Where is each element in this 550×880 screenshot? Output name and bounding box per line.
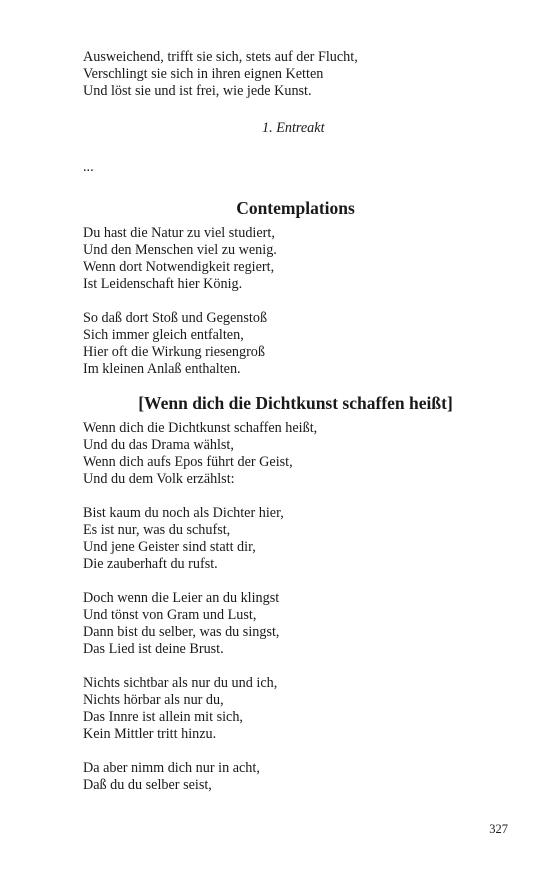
poem-title: Contemplations — [236, 198, 355, 218]
verse-line: Die zauberhaft du rufst. — [83, 556, 218, 572]
verse-line: Sich immer gleich entfalten, — [83, 327, 244, 343]
verse-line: So daß dort Stoß und Gegenstoß — [83, 310, 268, 326]
verse-line: Bist kaum du noch als Dichter hier, — [83, 505, 284, 521]
verse-line: Daß du du selber seist, — [83, 777, 212, 793]
stanza — [83, 760, 508, 794]
verse-line: Verschlingt sie sich in ihren eignen Ketten — [83, 66, 324, 82]
poem-title: [Wenn dich die Dichtkunst schaffen heißt] — [138, 393, 453, 413]
verse-line: Nichts sichtbar als nur du und ich, — [83, 675, 278, 691]
stanza — [83, 310, 508, 378]
stanza — [83, 590, 508, 658]
verse-line: Ausweichend, trifft sie sich, stets auf der Flucht, — [83, 49, 358, 65]
section-caption: 1. Entreakt — [262, 120, 325, 136]
page-body — [83, 49, 508, 794]
stanza — [83, 225, 508, 293]
opening-stanza — [83, 49, 508, 100]
verse-line: Dann bist du selber, was du singst, — [83, 624, 280, 640]
verse-line: Und löst sie und ist frei, wie jede Kunst. — [83, 83, 312, 99]
ellipsis: ... — [83, 159, 94, 175]
page-number: 327 — [489, 822, 508, 836]
stanza — [83, 420, 508, 488]
verse-line: Und du das Drama wählst, — [83, 437, 234, 453]
stanza — [83, 505, 508, 573]
verse-line: Es ist nur, was du schufst, — [83, 522, 231, 538]
stanza — [83, 675, 508, 743]
verse-line: Doch wenn die Leier an du klingst — [83, 590, 280, 606]
verse-line: Das Innre ist allein mit sich, — [83, 709, 243, 725]
verse-line: Und tönst von Gram und Lust, — [83, 607, 257, 623]
verse-line: Wenn dich die Dichtkunst schaffen heißt, — [83, 420, 318, 436]
verse-line: Hier oft die Wirkung riesengroß — [83, 344, 265, 360]
verse-line: Das Lied ist deine Brust. — [83, 641, 224, 657]
verse-line: Ist Leidenschaft hier König. — [83, 276, 243, 292]
verse-line: Da aber nimm dich nur in acht, — [83, 760, 260, 776]
verse-line: Nichts hörbar als nur du, — [83, 692, 224, 708]
verse-line: Im kleinen Anlaß enthalten. — [83, 361, 241, 377]
verse-line: Und jene Geister sind statt dir, — [83, 539, 256, 555]
verse-line: Und du dem Volk erzählst: — [83, 471, 235, 487]
verse-line: Und den Menschen viel zu wenig. — [83, 242, 277, 258]
verse-line: Wenn dort Notwendigkeit regiert, — [83, 259, 275, 275]
verse-line: Wenn dich aufs Epos führt der Geist, — [83, 454, 293, 470]
verse-line: Kein Mittler tritt hinzu. — [83, 726, 217, 742]
verse-line: Du hast die Natur zu viel studiert, — [83, 225, 275, 241]
